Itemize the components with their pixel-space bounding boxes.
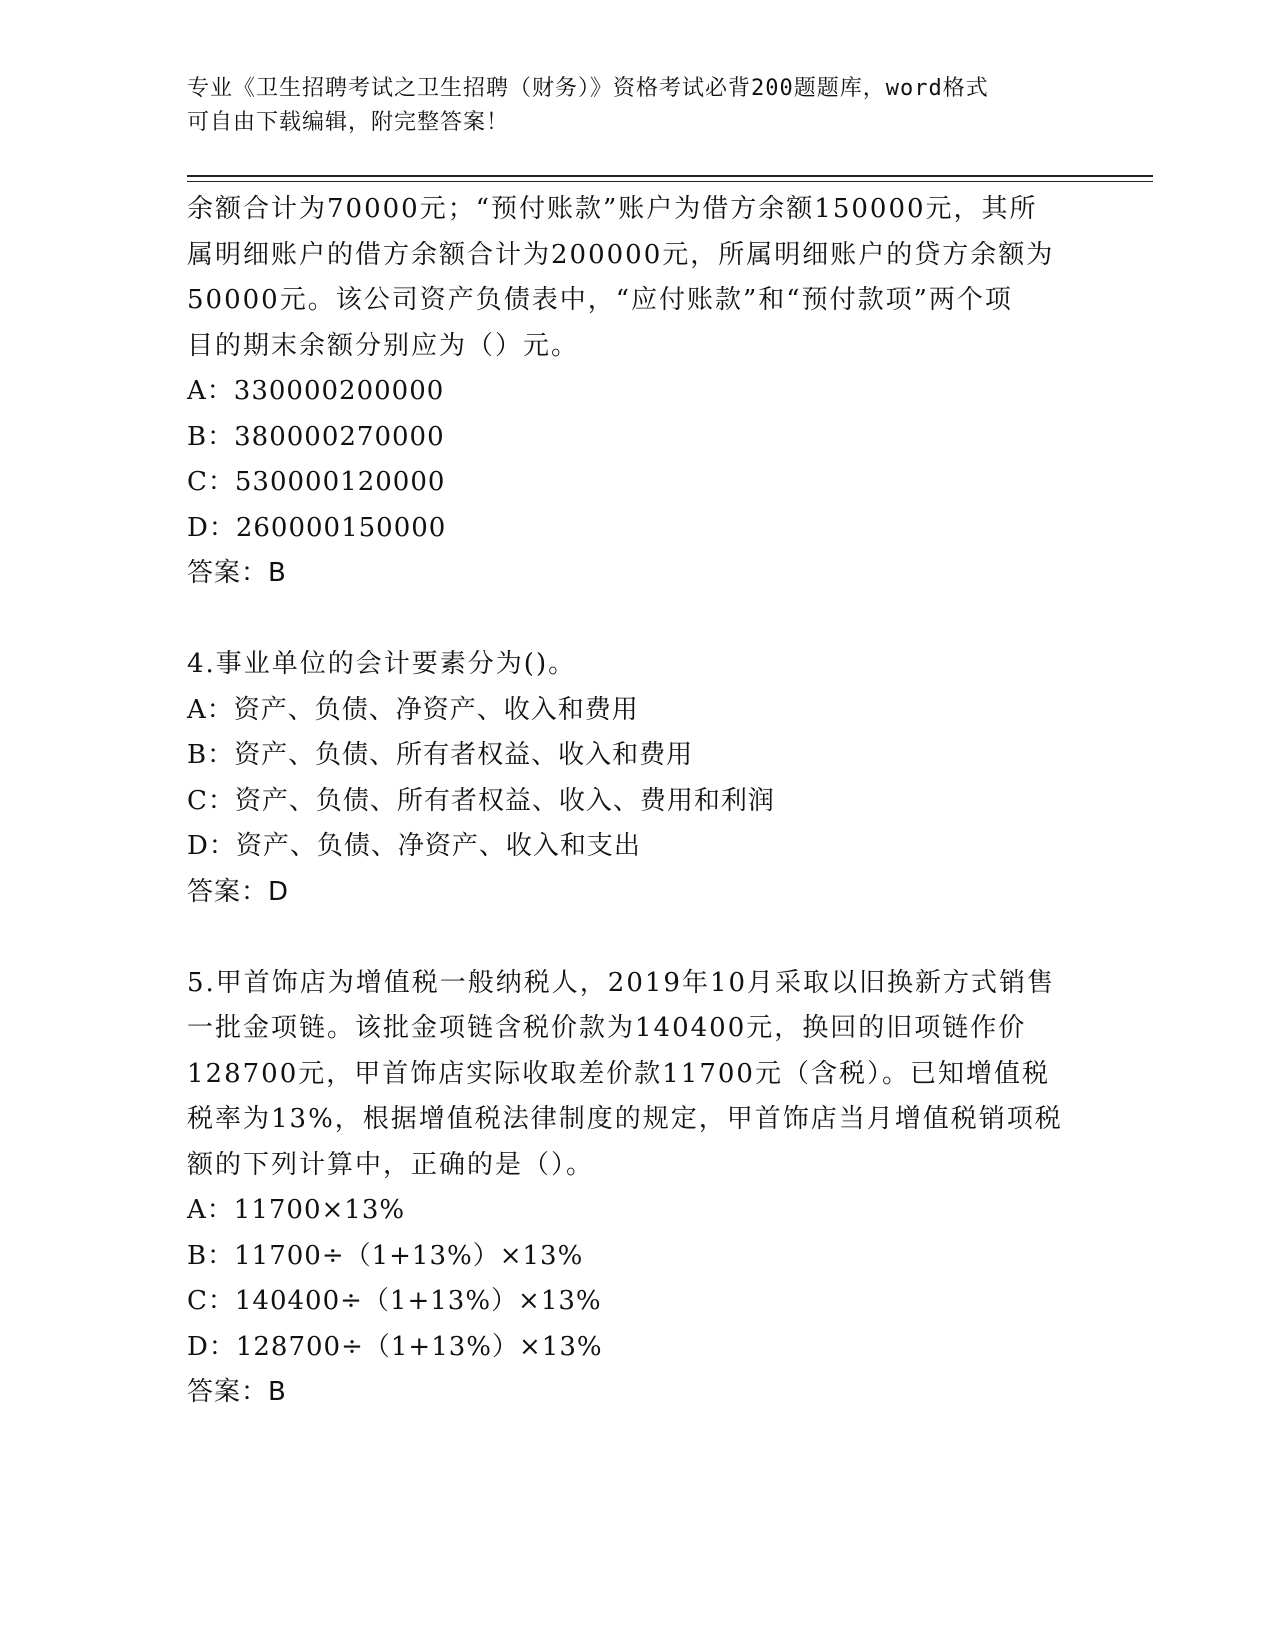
header-divider-thick xyxy=(187,175,1153,177)
question-3-option-c: C：530000120000 xyxy=(187,467,446,497)
question-5-text-line: 一批金项链。该批金项链含税价款为140400元，换回的旧项链作价 xyxy=(187,1013,1027,1043)
question-3-text-line: 余额合计为70000元；“预付账款”账户为借方余额150000元，其所 xyxy=(187,194,1038,224)
question-5-text-line: 税率为13%，根据增值税法律制度的规定，甲首饰店当月增值税销项税 xyxy=(187,1104,1063,1134)
question-5-option-b: B：11700÷（1+13%）×13% xyxy=(187,1240,584,1271)
question-3-option-d: D：260000150000 xyxy=(187,512,447,543)
question-4-text-line: 4.事业单位的会计要素分为()。 xyxy=(187,649,577,679)
question-3-text-line: 属明细账户的借方余额合计为200000元，所属明细账户的贷方余额为 xyxy=(187,239,1055,270)
document-header xyxy=(187,72,1067,140)
question-spacer xyxy=(187,915,1117,961)
question-5-option-d: D：128700÷（1+13%）×13% xyxy=(187,1331,603,1362)
header-title-line-2: 可自由下载编辑，附完整答案！ xyxy=(187,110,510,135)
question-3-text-line: 目的期末余额分别应为（）元。 xyxy=(187,330,580,361)
question-spacer xyxy=(187,597,1117,643)
question-4-option-a: A：资产、负债、净资产、收入和费用 xyxy=(187,694,639,725)
question-3-answer: 答案：B xyxy=(187,558,287,588)
question-4 xyxy=(187,642,1117,915)
question-5-text-line: 额的下列计算中，正确的是（）。 xyxy=(187,1149,595,1180)
question-5-answer: 答案：B xyxy=(187,1377,287,1407)
question-5-text-line: 5.甲首饰店为增值税一般纳税人，2019年10月采取以旧换新方式销售 xyxy=(187,967,1056,998)
question-3-option-a: A：330000200000 xyxy=(187,376,445,406)
question-3 xyxy=(187,187,1117,597)
question-4-answer: 答案：D xyxy=(187,876,290,907)
header-divider-thin xyxy=(187,181,1153,182)
question-4-option-d: D：资产、负债、净资产、收入和支出 xyxy=(187,831,641,861)
question-4-option-c: C：资产、负债、所有者权益、收入、费用和利润 xyxy=(187,785,775,816)
question-4-option-b: B：资产、负债、所有者权益、收入和费用 xyxy=(187,740,694,770)
question-5-option-a: A：11700×13% xyxy=(187,1195,406,1225)
document-body xyxy=(187,187,1117,1416)
question-3-text-line: 50000元。该公司资产负债表中，“应付账款”和“预付款项”两个项 xyxy=(187,285,1013,315)
question-5-option-c: C：140400÷（1+13%）×13% xyxy=(187,1286,602,1316)
header-title-line-1: 专业《卫生招聘考试之卫生招聘（财务）》资格考试必背200题题库，word格式 xyxy=(187,76,989,101)
question-5 xyxy=(187,961,1117,1416)
question-5-text-line: 128700元，甲首饰店实际收取差价款11700元（含税）。已知增值税 xyxy=(187,1058,1050,1089)
question-3-option-b: B：380000270000 xyxy=(187,421,445,452)
